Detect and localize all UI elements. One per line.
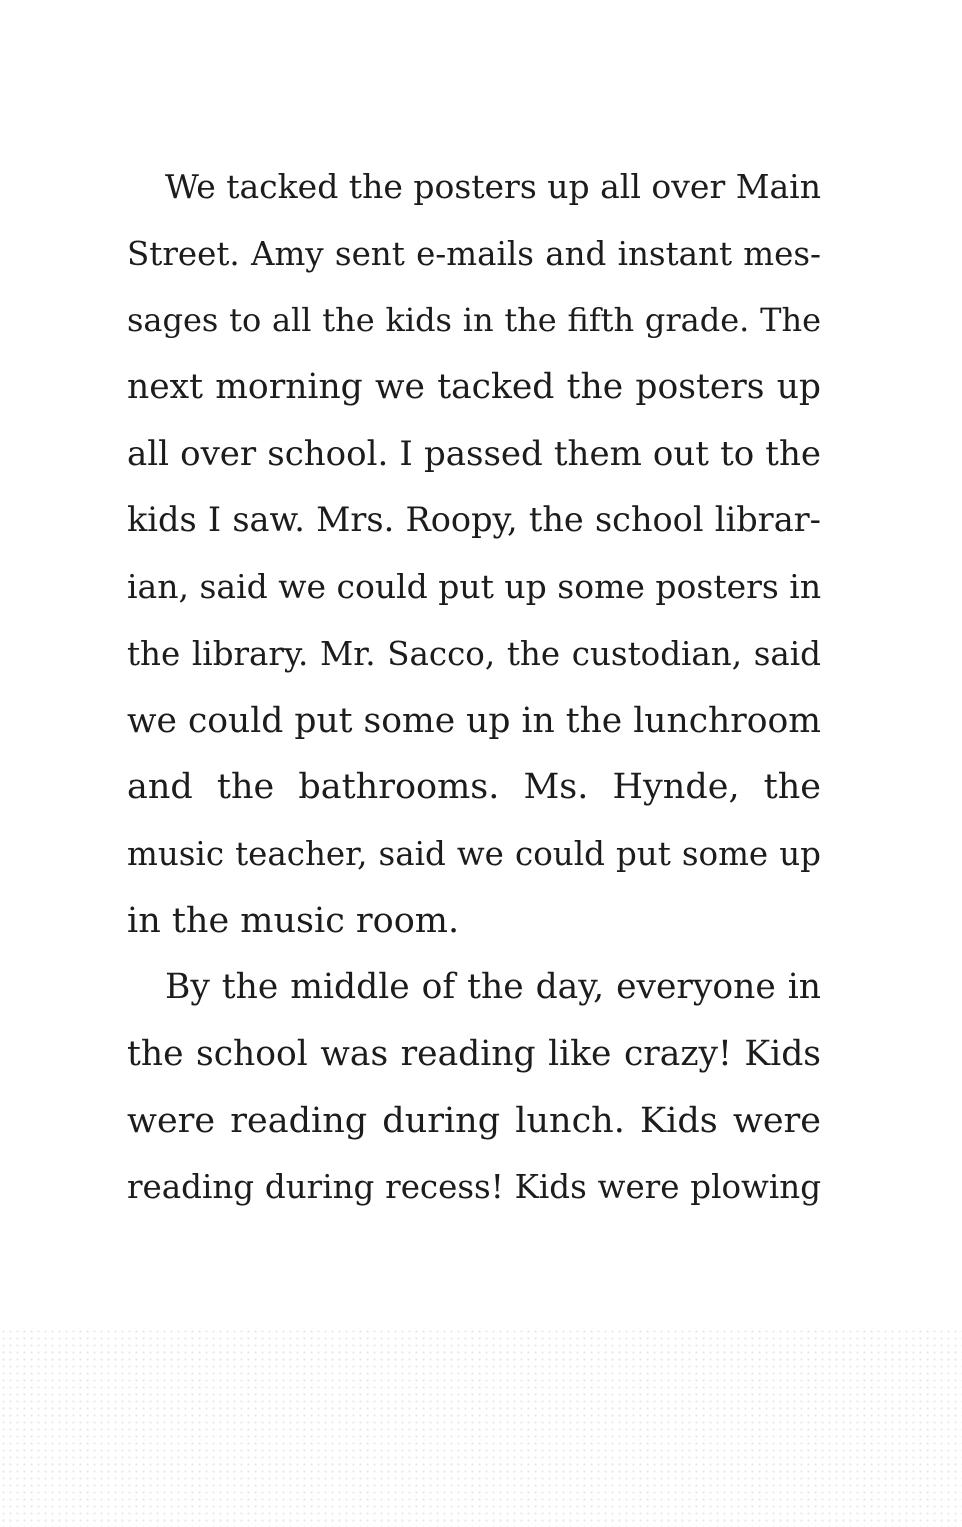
text-line: next morning we tacked the posters up <box>127 367 821 408</box>
text-line: ian, said we could put up some posters in <box>127 567 822 607</box>
text-line: were reading during lunch. Kids were <box>127 1100 821 1141</box>
text-line: all over school. I passed them out to the <box>127 433 821 474</box>
text-line: By the middle of the day, everyone in <box>165 967 821 1008</box>
text-line: music teacher, said we could put some up <box>127 834 821 873</box>
scan-texture <box>0 1328 962 1527</box>
text-line: kids I saw. Mrs. Roopy, the school librar- <box>127 500 821 540</box>
paragraph-2 <box>127 954 821 1221</box>
text-line: and the bathrooms. Ms. Hynde, the <box>127 767 821 808</box>
text-line: We tacked the posters up all over Main <box>165 167 821 206</box>
text-line: in the music room. <box>127 900 460 941</box>
text-line: reading during recess! Kids were plowing <box>127 1168 821 1207</box>
paragraph-1 <box>127 154 821 954</box>
text-line: the school was reading like crazy! Kids <box>127 1033 821 1074</box>
text-line: the library. Mr. Sacco, the custodian, said <box>127 634 821 673</box>
text-line: Street. Amy sent e-mails and instant mes- <box>127 234 821 273</box>
text-line: sages to all the kids in the fifth grade. The <box>127 301 821 340</box>
body-text <box>127 154 821 1221</box>
text-line: we could put some up in the lunchroom <box>127 700 821 741</box>
